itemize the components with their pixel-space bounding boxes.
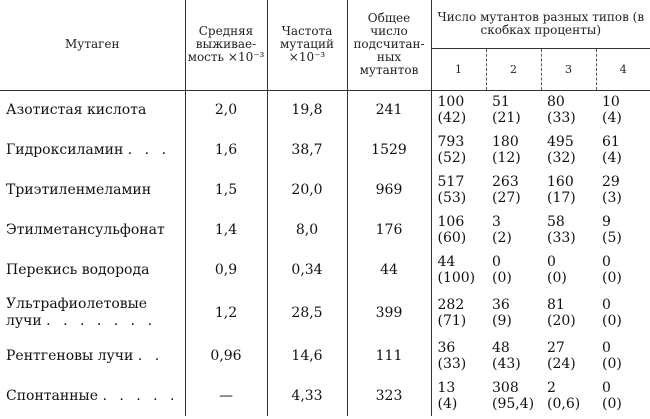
- type-4-cell: [596, 210, 650, 250]
- total-cell: 323: [347, 376, 431, 416]
- header-mutagen: Мутаген: [0, 0, 185, 90]
- mutant-percent: (4): [602, 150, 622, 166]
- survival-cell: 0,96: [185, 336, 267, 376]
- frequency-cell: 28,5: [267, 290, 347, 336]
- mutant-percent: (5): [602, 230, 622, 246]
- type-2-cell: [486, 336, 541, 376]
- mutant-count: 2: [547, 380, 556, 396]
- agent-name-cont: лучи: [6, 313, 42, 329]
- agent-cell: [0, 336, 185, 376]
- mutant-count: 180: [492, 134, 519, 150]
- mutant-percent: (21): [492, 110, 521, 127]
- type-3-cell: [541, 130, 596, 170]
- survival-cell: 1,2: [185, 290, 267, 336]
- mutant-percent: (60): [437, 230, 467, 246]
- mutant-count: 48: [492, 340, 510, 356]
- survival-cell: 2,0: [185, 90, 267, 130]
- survival-cell: 1,6: [185, 130, 267, 170]
- type-label-4: 4: [596, 48, 650, 90]
- total-cell: 111: [347, 336, 431, 376]
- mutant-count: 44: [437, 254, 456, 270]
- total-cell: 399: [347, 290, 431, 336]
- mutant-count: 0: [602, 254, 611, 270]
- mutant-count: 13: [437, 380, 456, 396]
- type-2-cell: [486, 376, 541, 416]
- mutant-percent: (52): [437, 150, 467, 166]
- table-row: [0, 90, 650, 130]
- mutant-count: 0: [602, 340, 611, 356]
- header-frequency: Частота мутаций ×10⁻³: [267, 0, 347, 90]
- survival-cell: —: [185, 376, 267, 416]
- type-1-cell: [431, 250, 486, 290]
- mutant-count: 61: [602, 134, 620, 150]
- type-3-cell: [541, 376, 596, 416]
- type-2-cell: [486, 290, 541, 336]
- table-row: [0, 130, 650, 170]
- mutant-percent: (53): [437, 190, 467, 206]
- mutant-count: 263: [492, 174, 519, 190]
- leader-dots: . . .: [127, 141, 171, 158]
- mutant-percent: (17): [547, 190, 576, 206]
- frequency-cell: 14,6: [267, 336, 347, 376]
- type-1-cell: [431, 376, 486, 416]
- leader-dots: . . . . .: [102, 387, 179, 404]
- agent-name: Перекись водорода: [6, 261, 150, 278]
- total-cell: 176: [347, 210, 431, 250]
- mutant-count: 517: [437, 174, 465, 190]
- agent-cell: [0, 170, 185, 210]
- type-3-cell: [541, 90, 596, 130]
- table-row: [0, 336, 650, 376]
- mutant-count: 29: [602, 174, 620, 190]
- type-3-cell: [541, 170, 596, 210]
- type-4-cell: [596, 170, 650, 210]
- type-1-cell: [431, 210, 486, 250]
- agent-cell: [0, 210, 185, 250]
- table-row: [0, 290, 650, 336]
- mutant-percent: (4): [602, 110, 622, 127]
- mutant-percent: (33): [437, 356, 467, 372]
- mutant-count: 100: [437, 94, 465, 111]
- mutant-percent: (0): [602, 396, 622, 412]
- mutant-count: 36: [492, 297, 510, 313]
- mutant-count: 495: [547, 134, 574, 150]
- total-cell: 241: [347, 90, 431, 130]
- type-2-cell: [486, 210, 541, 250]
- mutant-count: 10: [602, 94, 620, 111]
- mutant-percent: (43): [492, 356, 521, 372]
- type-3-cell: [541, 250, 596, 290]
- mutant-percent: (100): [437, 270, 476, 286]
- type-3-cell: [541, 290, 596, 336]
- type-4-cell: [596, 250, 650, 290]
- frequency-cell: 4,33: [267, 376, 347, 416]
- mutant-count: 3: [492, 214, 501, 230]
- agent-cell: [0, 250, 185, 290]
- mutant-count: 0: [602, 297, 611, 313]
- mutant-count: 282: [437, 297, 465, 313]
- type-2-cell: [486, 170, 541, 210]
- survival-cell: 1,4: [185, 210, 267, 250]
- agent-cell: [0, 90, 185, 130]
- mutant-percent: (4): [437, 396, 458, 412]
- type-2-cell: [486, 250, 541, 290]
- type-3-cell: [541, 336, 596, 376]
- table-row: [0, 170, 650, 210]
- type-2-cell: [486, 130, 541, 170]
- agent-name: Ультрафиолетовые: [6, 296, 148, 312]
- total-cell: 1529: [347, 130, 431, 170]
- mutant-percent: (0): [602, 270, 622, 286]
- mutant-percent: (33): [547, 230, 576, 246]
- type-4-cell: [596, 90, 650, 130]
- mutant-count: 793: [437, 134, 465, 150]
- agent-name: Триэтиленмеламин: [6, 181, 152, 198]
- frequency-cell: 0,34: [267, 250, 347, 290]
- mutant-percent: (0,6): [547, 396, 581, 412]
- type-4-cell: [596, 130, 650, 170]
- frequency-cell: 19,8: [267, 90, 347, 130]
- type-label-2: 2: [486, 48, 541, 90]
- mutant-count: 80: [547, 94, 565, 111]
- type-1-cell: [431, 170, 486, 210]
- mutant-percent: (2): [492, 230, 512, 246]
- type-1-cell: [431, 336, 486, 376]
- mutant-percent: (71): [437, 313, 467, 329]
- type-1-cell: [431, 130, 486, 170]
- agent-name: Этилметансульфонат: [6, 221, 165, 238]
- agent-name: Гидроксиламин: [6, 141, 124, 158]
- mutant-count: 106: [437, 214, 465, 230]
- agent-cell: [0, 130, 185, 170]
- mutant-percent: (27): [492, 190, 521, 206]
- mutant-percent: (0): [602, 313, 622, 329]
- total-cell: 44: [347, 250, 431, 290]
- mutant-percent: (20): [547, 313, 576, 329]
- header-survival: Средняя выживае-мость ×10⁻³: [185, 0, 267, 90]
- survival-cell: 1,5: [185, 170, 267, 210]
- type-4-cell: [596, 336, 650, 376]
- table-row: [0, 250, 650, 290]
- type-label-3: 3: [541, 48, 596, 90]
- mutant-percent: (32): [547, 150, 576, 166]
- mutant-percent: (0): [547, 270, 567, 286]
- table-row: [0, 376, 650, 416]
- mutant-percent: (9): [492, 313, 512, 329]
- mutant-percent: (0): [492, 270, 512, 286]
- type-3-cell: [541, 210, 596, 250]
- mutant-count: 0: [492, 254, 501, 270]
- type-4-cell: [596, 376, 650, 416]
- mutant-percent: (12): [492, 150, 521, 166]
- agent-cell: [0, 290, 185, 336]
- mutant-count: 160: [547, 174, 574, 190]
- mutant-count: 51: [492, 94, 510, 111]
- frequency-cell: 8,0: [267, 210, 347, 250]
- mutant-percent: (33): [547, 110, 576, 127]
- frequency-cell: 38,7: [267, 130, 347, 170]
- agent-cell: [0, 376, 185, 416]
- mutant-count: 0: [602, 380, 611, 396]
- type-2-cell: [486, 90, 541, 130]
- mutant-count: 9: [602, 214, 611, 230]
- total-cell: 969: [347, 170, 431, 210]
- header-total: Общее число подсчитан-ных мутантов: [347, 0, 431, 90]
- leader-dots: . . . . . . .: [46, 313, 157, 329]
- type-label-1: 1: [431, 48, 486, 90]
- mutant-count: 0: [547, 254, 556, 270]
- agent-name: Азотистая кислота: [6, 101, 147, 118]
- type-1-cell: [431, 90, 486, 130]
- mutant-percent: (95,4): [492, 396, 535, 412]
- mutant-count: 308: [492, 380, 519, 396]
- survival-cell: 0,9: [185, 250, 267, 290]
- leader-dots: . .: [137, 347, 164, 364]
- mutant-count: 36: [437, 340, 456, 356]
- table-row: [0, 210, 650, 250]
- mutant-count: 27: [547, 340, 565, 356]
- agent-name: Рентгеновы лучи: [6, 347, 134, 364]
- agent-name: Спонтанные: [6, 387, 98, 404]
- header-types: Число мутантов разных типов (в скобках проценты): [431, 0, 650, 48]
- type-4-cell: [596, 290, 650, 336]
- type-1-cell: [431, 290, 486, 336]
- mutant-percent: (42): [437, 110, 467, 127]
- mutant-count: 81: [547, 297, 565, 313]
- mutant-percent: (24): [547, 356, 576, 372]
- mutant-percent: (3): [602, 190, 622, 206]
- frequency-cell: 20,0: [267, 170, 347, 210]
- mutant-percent: (0): [602, 356, 622, 372]
- mutant-count: 58: [547, 214, 565, 230]
